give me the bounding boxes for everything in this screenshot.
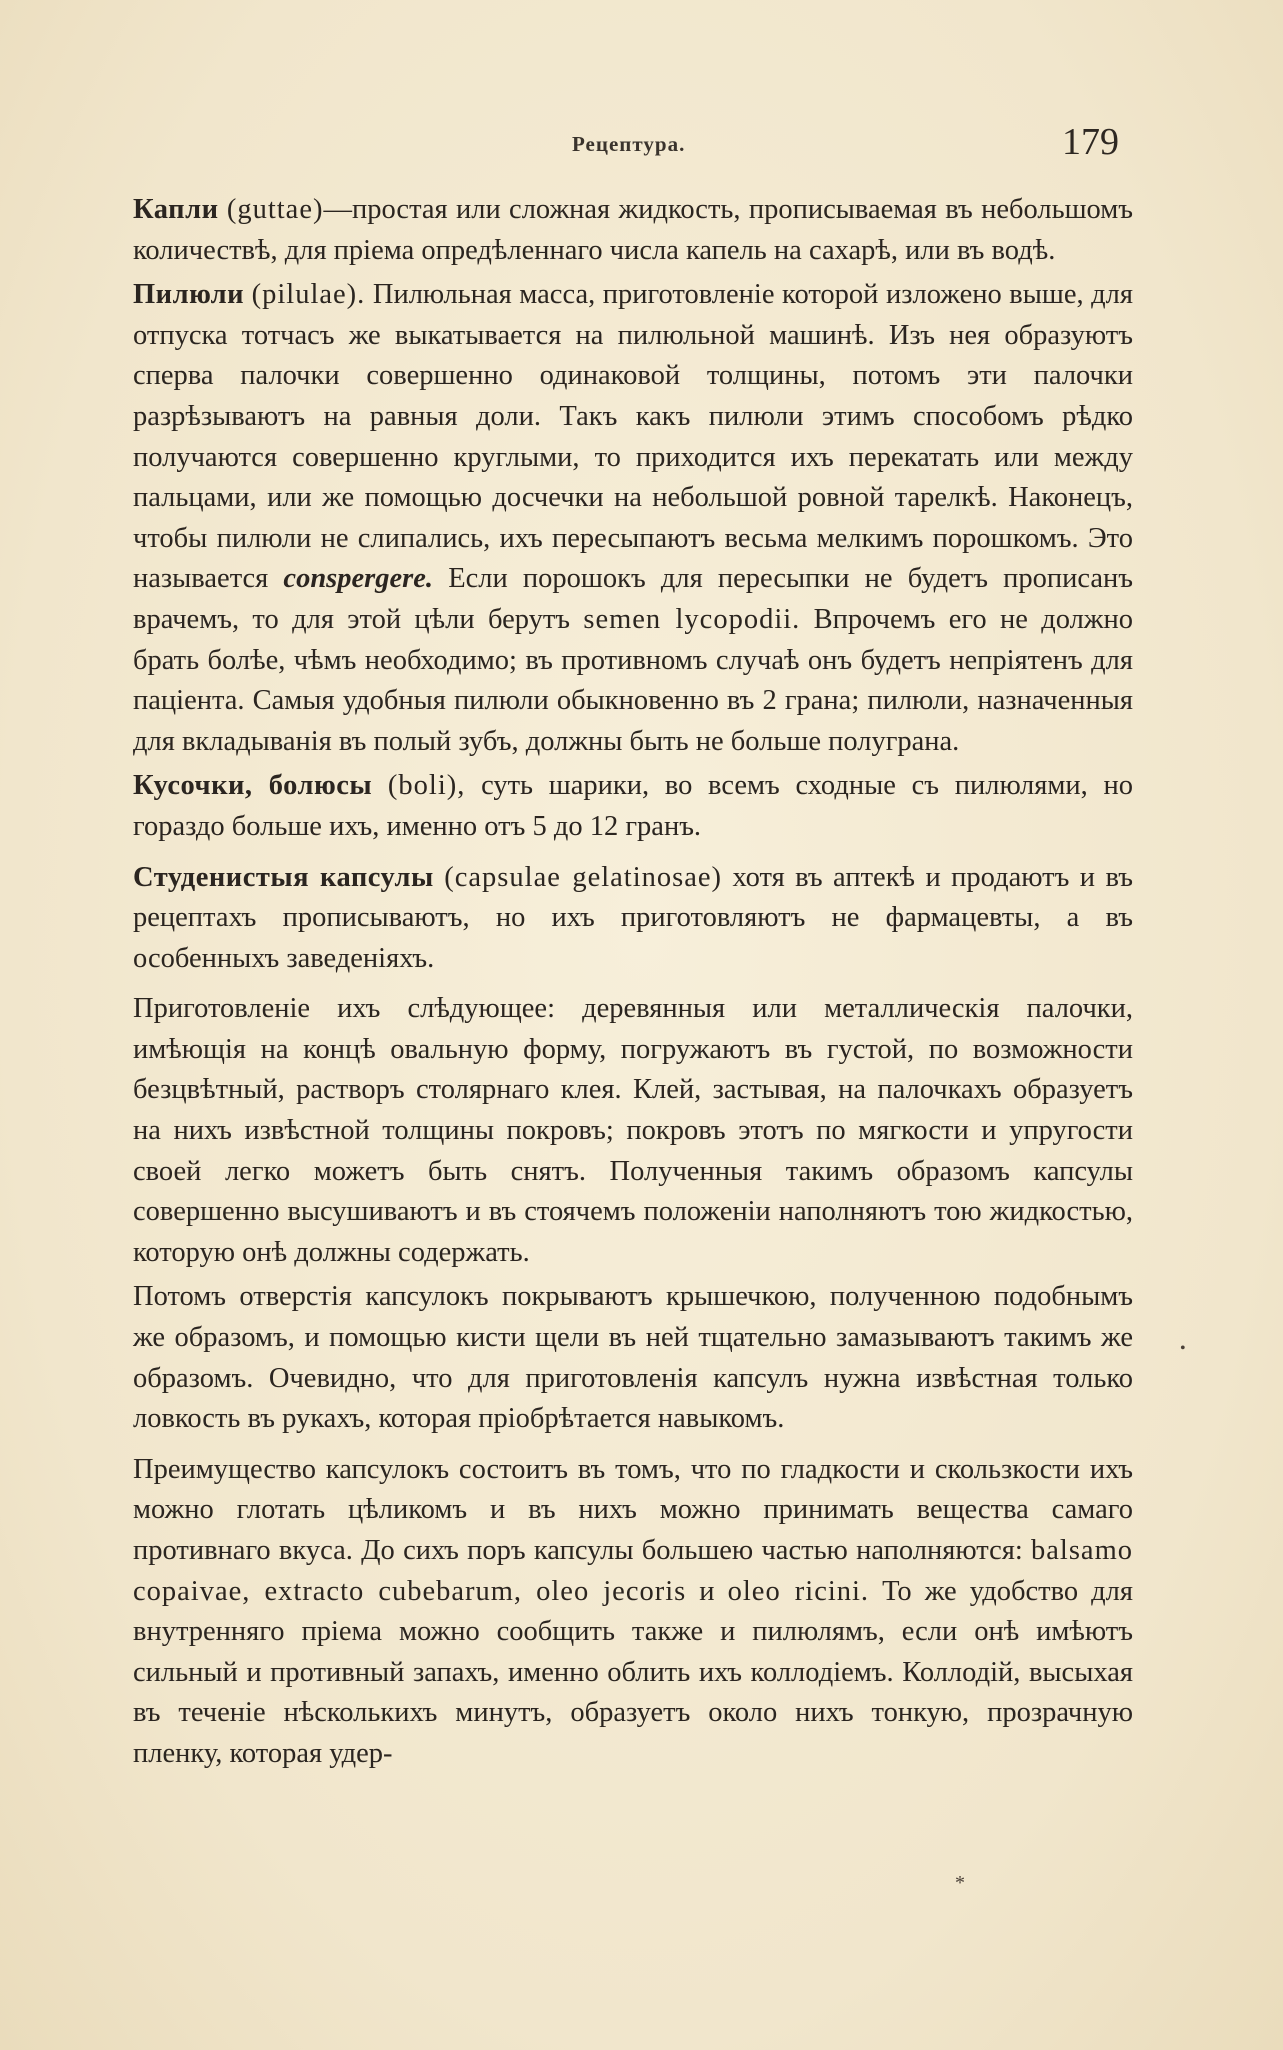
latin-term: oleo ricini. <box>727 1575 870 1607</box>
margin-dot-mark: • <box>1180 1340 1186 1357</box>
paragraph-sealing <box>133 1277 1133 1439</box>
paragraph-text: Приготовленіе ихъ слѣдующее: деревянныя или металлическія палочки, имѣющія на концѣ овальную форму, погружаютъ въ густой, по возможности безцвѣтный, растворъ столярнаго клея. Клей, застывая, на палочкахъ образуетъ на нихъ извѣстной толщины покровъ; покровъ этотъ по мягкости и упругости своей легко можетъ быть снятъ. Полученныя такимъ образомъ капсулы совершенно высушиваютъ и въ стоячемъ положеніи наполняютъ тою жидкостью, которую онѣ должны содержать. <box>133 993 1133 1268</box>
emphasized-term: conspergere. <box>283 563 434 595</box>
body-text <box>133 190 1133 1775</box>
paragraph-text: —простая или сложная жидкость, прописываемая въ небольшомъ количествѣ, для пріема опредѣленнаго числа капель на сахарѣ, или въ водѣ. <box>133 194 1133 266</box>
paragraph-text: и <box>686 1575 728 1607</box>
term-heading: Студенистыя капсулы <box>133 861 434 893</box>
page-number: 179 <box>1062 121 1119 163</box>
paragraph-text: хотя въ аптекѣ и продаютъ и въ рецептахъ прописываютъ, но ихъ приготовляютъ не фармацевты, а въ особенныхъ заведеніяхъ. <box>133 861 1133 974</box>
paragraph-text: Потомъ отверстія капсулокъ покрываютъ крышечкою, полученною подобнымъ же образомъ, и помощью кисти щели въ ней тщательно замазываютъ такимъ же образомъ. Очевидно, что для приготовленія капсулъ нужна извѣстная только ловкость въ рукахъ, которая пріобрѣтается навыкомъ. <box>133 1281 1133 1435</box>
paragraph-text: суть шарики, во всемъ сходные съ пилюлями, но гораздо больше ихъ, именно отъ 5 до 12 гранъ. <box>133 770 1133 842</box>
latin-term: balsamo copaivae, extracto cubebarum, oleo jecoris <box>133 1535 1133 1607</box>
latin-term: (guttae) <box>226 194 324 225</box>
paragraph-text: Если порошокъ для пересыпки не будетъ прописанъ врачемъ, то для этой цѣли берутъ <box>133 563 1134 635</box>
latin-term: (capsulae gelatinosae) <box>444 861 722 893</box>
latin-term: semen lycopodii. <box>583 603 801 635</box>
paragraph-text: Преимущество капсулокъ состоитъ въ томъ, что по гладкости и скользкости ихъ можно глотать цѣликомъ и въ нихъ можно принимать вещества самаго противнаго вкуса. До сихъ поръ капсулы большею частью наполняются: <box>133 1453 1133 1566</box>
paragraph-guttae <box>133 190 1133 271</box>
paragraph-advantages <box>133 1450 1133 1775</box>
paragraph-pilulae <box>133 275 1133 762</box>
latin-term: (boli), <box>387 770 466 802</box>
term-heading: Кусочки, болюсы <box>133 770 373 802</box>
latin-term: (pilulae). <box>251 279 366 311</box>
paragraph-capsulae <box>133 858 1133 980</box>
paragraph-boli <box>133 766 1133 847</box>
bottom-star-mark: * <box>955 1872 965 1894</box>
paragraph-text: Пилюльная масса, приготовленіе которой изложено выше, для отпуска тотчасъ же выкатывается на пилюльной машинѣ. Изъ нея образуютъ сперва палочки совершенно одинаковой толщины, потомъ эти палочки разрѣзываютъ на равныя доли. Такъ какъ пилюли этимъ способомъ рѣдко получаются совершенно круглыми, то приходится ихъ перекатать или между пальцами, или же помощью досчечки на небольшой ровной тарелкѣ. Наконецъ, чтобы пилюли не слипались, ихъ пересыпаютъ весьма мелкимъ порошкомъ. Это называется <box>133 279 1134 595</box>
paragraph-preparation <box>133 989 1133 1273</box>
running-title: Рецептура. <box>572 132 686 156</box>
paragraph-text: То же удобство для внутренняго пріема можно сообщить также и пилюлямъ, если онѣ имѣютъ сильный и противный запахъ, именно облить ихъ коллодіемъ. Коллодій, высыхая въ теченіе нѣсколькихъ минутъ, образуетъ около нихъ тонкую, прозрачную пленку, которая удер- <box>133 1575 1133 1769</box>
paragraph-text: Впрочемъ его не должно брать болѣе, чѣмъ необходимо; въ противномъ случаѣ онъ будетъ непріятенъ для паціента. Самыя удобныя пилюли обыкновенно въ 2 грана; пилюли, назначенныя для вкладыванія въ полый зубъ, должны быть не больше полуграна. <box>133 603 1133 757</box>
term-heading: Капли <box>133 194 219 225</box>
term-heading: Пилюли <box>133 279 245 311</box>
page-header <box>0 118 1283 168</box>
